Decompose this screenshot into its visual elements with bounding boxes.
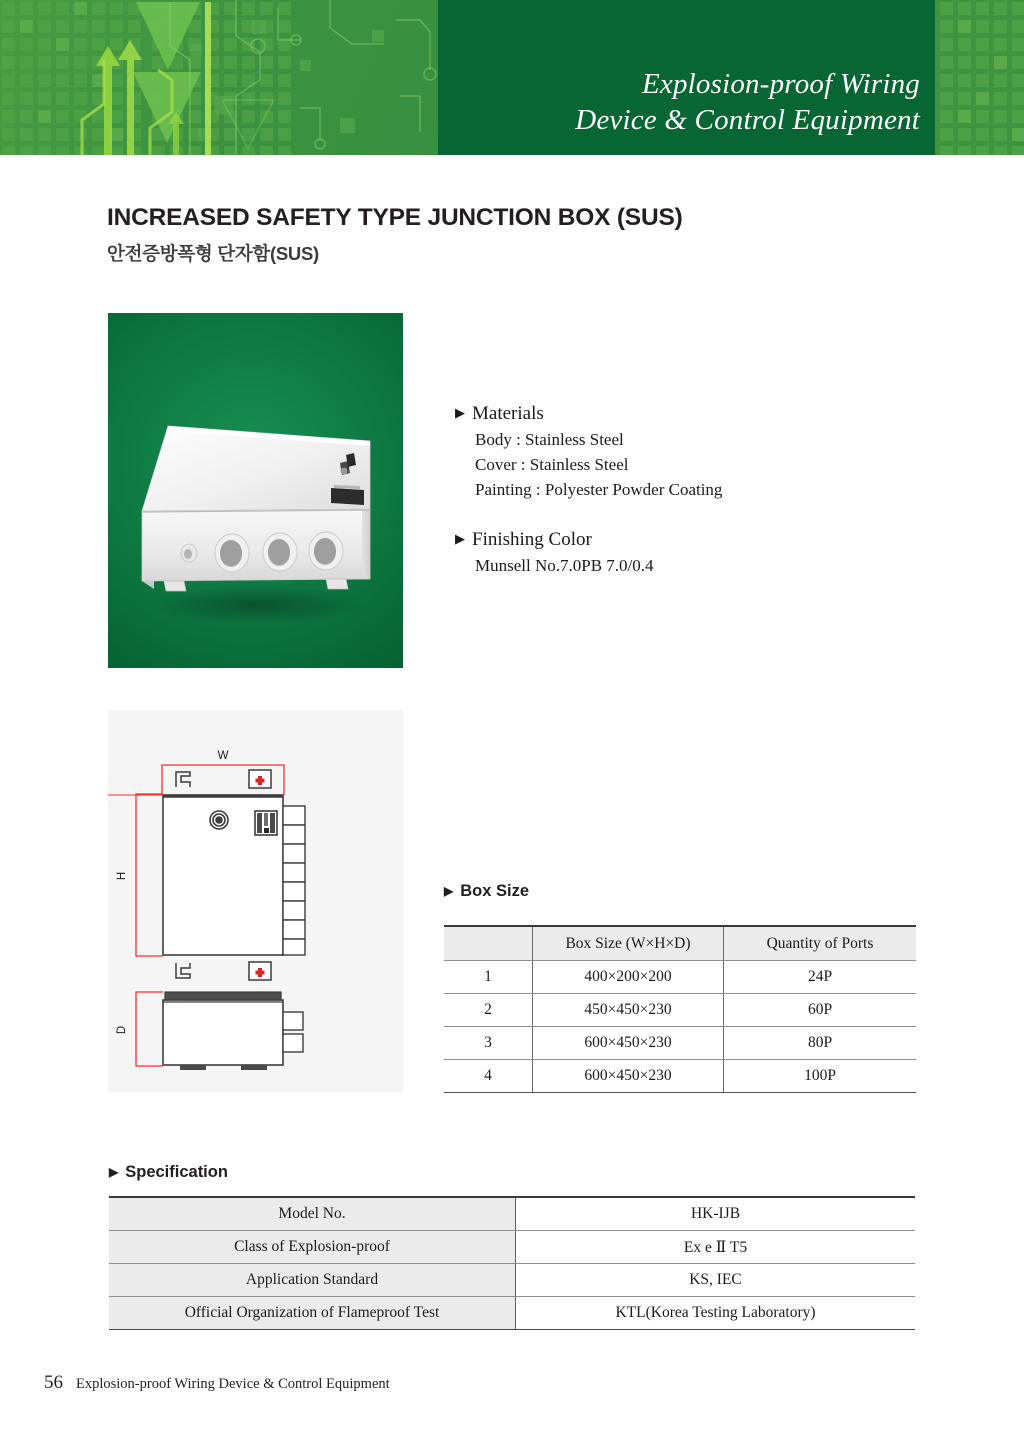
box-size-heading — [444, 882, 529, 901]
spec-value-class-explosion-proof: Ex e Ⅱ T5 — [516, 1231, 916, 1264]
specification-heading-label: Specification — [125, 1163, 228, 1181]
page-title-korean: 안전증방폭형 단자함(SUS) — [107, 243, 319, 264]
col-header-index — [444, 926, 533, 961]
finishing-color-value: Munsell No.7.0PB 7.0/0.4 — [475, 556, 654, 575]
materials-heading — [455, 400, 855, 427]
footer-page-number: 56 — [44, 1372, 63, 1393]
cell-ports: 100P — [724, 1060, 917, 1093]
triangle-marker-icon: ▶ — [455, 405, 465, 420]
spec-value-application-standard: KS, IEC — [516, 1264, 916, 1297]
finishing-color-heading-label: Finishing Color — [472, 529, 592, 550]
technical-drawing-panel — [108, 710, 403, 1092]
box-size-heading-label: Box Size — [460, 882, 530, 900]
table-row — [109, 1264, 915, 1297]
materials-heading-label: Materials — [472, 403, 544, 424]
page-footer — [44, 1372, 390, 1394]
nameplate-symbol — [255, 811, 277, 835]
dimension-label-d: D — [116, 1025, 128, 1035]
finishing-color-block — [455, 526, 855, 578]
junction-box-photo-illustration — [108, 313, 403, 668]
junction-box-technical-drawing — [108, 710, 403, 1092]
table-row — [444, 1060, 916, 1093]
side-port-stack — [283, 806, 305, 955]
table-row — [109, 1297, 915, 1330]
footer-section-name: Explosion-proof Wiring Device & Control Equipment — [76, 1376, 390, 1392]
product-photo — [108, 313, 403, 668]
table-row — [109, 1197, 915, 1231]
spec-label-model-no: Model No. — [109, 1197, 516, 1231]
page-header-banner — [0, 0, 1024, 155]
triangle-marker-icon: ▶ — [109, 1165, 119, 1179]
table-row — [444, 961, 916, 994]
triangle-marker-icon: ▶ — [455, 531, 465, 546]
specification-table — [109, 1196, 915, 1330]
table-row — [444, 994, 916, 1027]
cell-box-size: 600×450×230 — [533, 1027, 724, 1060]
cell-index: 4 — [444, 1060, 533, 1093]
col-header-box-size: Box Size (W×H×D) — [533, 926, 724, 961]
spec-value-model-no: HK-IJB — [516, 1197, 916, 1231]
cell-ports: 60P — [724, 994, 917, 1027]
cell-ports: 80P — [724, 1027, 917, 1060]
cell-index: 2 — [444, 994, 533, 1027]
triangle-marker-icon: ▶ — [444, 884, 454, 898]
header-title-line2: Device & Control Equipment — [575, 104, 920, 136]
table-header-row — [444, 926, 916, 961]
header-title-line1: Explosion-proof Wiring — [641, 68, 920, 100]
page-title-english: INCREASED SAFETY TYPE JUNCTION BOX (SUS) — [107, 204, 683, 231]
materials-line-body: Body : Stainless Steel — [475, 430, 624, 449]
cell-ports: 24P — [724, 961, 917, 994]
spec-label-official-organization: Official Organization of Flameproof Test — [109, 1297, 516, 1330]
dimension-label-w: W — [217, 750, 229, 762]
cell-index: 3 — [444, 1027, 533, 1060]
materials-line-painting: Painting : Polyester Powder Coating — [475, 480, 723, 499]
finishing-color-heading — [455, 526, 855, 553]
cell-box-size: 400×200×200 — [533, 961, 724, 994]
cell-box-size: 450×450×230 — [533, 994, 724, 1027]
materials-line-cover: Cover : Stainless Steel — [475, 455, 629, 474]
nameplate-icon — [331, 485, 364, 505]
spec-value-official-organization: KTL(Korea Testing Laboratory) — [516, 1297, 916, 1330]
col-header-quantity-ports: Quantity of Ports — [724, 926, 917, 961]
materials-block — [455, 400, 855, 502]
table-row — [109, 1231, 915, 1264]
spec-label-application-standard: Application Standard — [109, 1264, 516, 1297]
cell-box-size: 600×450×230 — [533, 1060, 724, 1093]
spec-label-class-explosion-proof: Class of Explosion-proof — [109, 1231, 516, 1264]
header-title — [400, 66, 920, 138]
dimension-label-h: H — [116, 871, 128, 881]
cell-index: 1 — [444, 961, 533, 994]
specification-heading — [109, 1163, 228, 1182]
box-size-table — [444, 925, 916, 1093]
table-row — [444, 1027, 916, 1060]
cable-gland-icon — [210, 811, 228, 829]
